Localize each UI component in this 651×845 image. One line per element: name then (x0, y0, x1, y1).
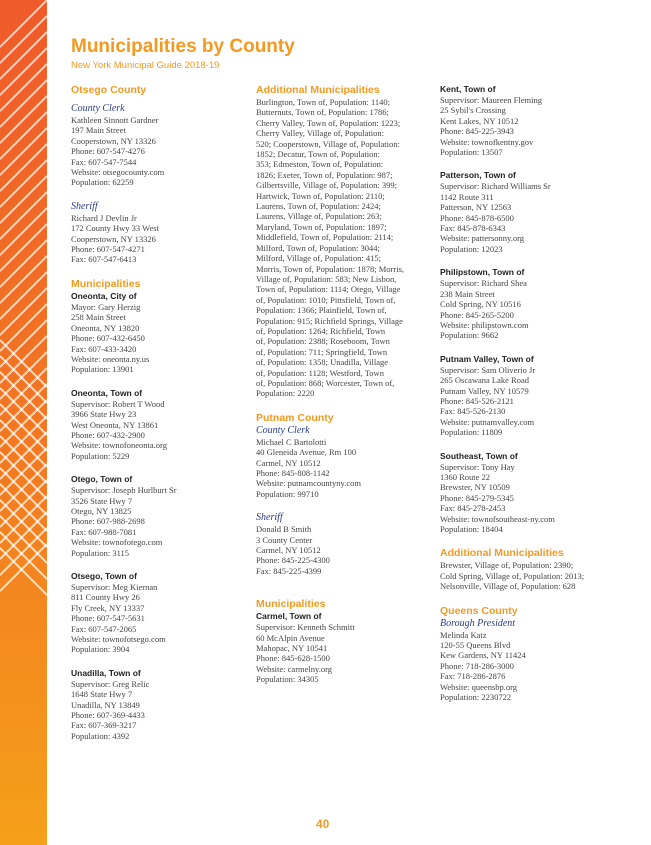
contact-line: Unadilla, NY 13849 (71, 699, 140, 710)
additional-municipalities-list: Brewster, Village of, Population: 2390; Cold Spring, Village of, Population: 2013; Nelsonville, Village of, Population: 628 (440, 560, 585, 592)
contact-line: Michael C Bartolotti (256, 436, 327, 447)
decorative-side-bar (0, 0, 47, 845)
town-name: Patterson, Town of (440, 170, 516, 181)
contact-line: Otego, NY 13825 (71, 505, 132, 516)
county-clerk-heading: County Clerk (256, 424, 310, 436)
contact-line: Donald B Smith (256, 524, 312, 535)
contact-line: Supervisor: Maureen Fleming (440, 95, 542, 105)
contact-line: Population: 13507 (440, 147, 503, 158)
town-name: Oneonta, Town of (71, 387, 143, 398)
contact-line: Population: 9662 (440, 330, 499, 341)
contact-line: Phone: 845-808-1142 (256, 468, 330, 478)
town-name: Carmel, Town of (256, 611, 322, 622)
contact-line: Phone: 607-547-4271 (71, 244, 145, 255)
contact-line: Supervisor: Richard Williams Sr (440, 181, 551, 192)
contact-line: Website: queensbp.org (440, 681, 518, 692)
contact-line: West Oneonta, NY 13861 (71, 419, 159, 430)
contact-line: Fax: 607-988-7081 (71, 526, 137, 537)
page-number: 40 (316, 817, 330, 831)
contact-line: Website: putnamvalley.com (440, 416, 535, 427)
contact-line: Mayor: Gary Herzig (71, 301, 141, 312)
contact-line: Phone: 845-265-5200 (440, 309, 514, 320)
sheriff-block (71, 213, 251, 265)
contact-line: Phone: 607-432-2900 (71, 429, 145, 440)
column-1 (71, 84, 251, 741)
contact-line: Website: pattersonny.org (440, 233, 525, 244)
sheriff-heading: Sheriff (71, 200, 98, 212)
contact-line: Kathleen Sinnott Gardner (71, 115, 159, 125)
contact-line: Phone: 607-369-4433 (71, 710, 145, 721)
contact-line: Website: carmelny.org (256, 663, 333, 674)
contact-line: Cooperstown, NY 13326 (71, 233, 156, 244)
county-clerk-heading: County Clerk (71, 103, 125, 114)
contact-line: Population: 5229 (71, 450, 130, 461)
column-2 (256, 84, 436, 685)
contact-line: Phone: 845-279-5345 (440, 492, 514, 503)
borough-president-heading: Borough President (440, 617, 516, 629)
contact-line: Population: 62259 (71, 177, 134, 188)
contact-line: Website: oneonta.ny.us (71, 353, 150, 364)
additional-municipalities-list: Burlington, Town of, Population: 1140; Butternuts, Town of, Population: 1786; Cherry Valley, Town of, Population: 1223; Cherry Valley, Village of, Population: 520; Cooperstown, Village of, Population: 1852; Decatur, Town of, Population: 353; Edmeston, Town of, Population: 1826; Exeter, Town of, Population: 987; Gilbertsville, Village of, Population: 399; Hartwick, Town of, Population: 2110; Laurens, Town of, Population: 2424; Laurens, Village of, Population: 263; Maryland, Town of, Population: 1897; Middlefield, Town of, Population: 2114; Milford, Town of, Population: 3044; Milford, Village of, Population: 415; Morris, Town of, Population: 1878; Morris, Village of, Population: 583; New Lisbon, Town of, Population: 1114; Otego, Village of, Population: 1010; Pittsfield, Town of, Population: 1366; Plainfield, Town of, Population: 915; Richfield Springs, Village of, Population: 1264; Richfield, Town of, Population: 2388; Roseboom, Town of, Population: 711; Springfield, Town of, Population: 1358; Unadilla, Village of, Population: 1128; Westford, Town of, Population: 868; Worcester, Town of, Population: 2220 (256, 97, 404, 399)
contact-line: 265 Oscawana Lake Road (440, 375, 529, 386)
contact-line: Melinda Katz (440, 629, 487, 640)
lattice-pattern (0, 0, 47, 845)
contact-line: Phone: 607-547-5631 (71, 613, 145, 624)
contact-line: 25 Sybil's Crossing (440, 105, 506, 116)
contact-line: Cooperstown, NY 13326 (71, 135, 156, 146)
contact-line: Brewster, NY 10509 (440, 482, 510, 493)
contact-line: Carmel, NY 10512 (256, 545, 321, 556)
contact-line: Population: 99710 (256, 488, 319, 499)
contact-line: Phone: 845-878-6500 (440, 212, 514, 223)
contact-line: Kent Lakes, NY 10512 (440, 115, 519, 126)
contact-line: Website: putnamcountyny.com (256, 478, 361, 489)
contact-line: Supervisor: Sam Oliverio Jr (440, 364, 536, 375)
county-heading: Putnam County (256, 411, 334, 424)
contact-line: 3526 State Hwy 7 (71, 495, 133, 506)
sheriff-heading: Sheriff (256, 512, 283, 524)
contact-line: Population: 3904 (71, 644, 130, 655)
contact-line: Supervisor: Kenneth Schmitt (256, 622, 355, 633)
contact-line: Phone: 607-432-6450 (71, 333, 145, 344)
contact-line: Phone: 845-628-1500 (256, 653, 330, 664)
contact-line: 1648 State Hwy 7 (71, 689, 133, 700)
contact-line: Fly Creek, NY 13337 (71, 602, 145, 613)
contact-line: 811 County Hwy 26 (71, 592, 140, 603)
contact-line: Website: townofoneonta.org (71, 440, 167, 451)
contact-line: Website: otsegocounty.com (71, 167, 165, 178)
contact-line: Fax: 845-278-2453 (440, 503, 506, 514)
contact-line: Population: 3115 (71, 547, 130, 558)
contact-line: Website: townofotego.com (71, 537, 163, 548)
contact-line: Population: 34305 (256, 674, 319, 685)
contact-line: Supervisor: Meg Kiernan (71, 582, 158, 592)
contact-line: Supervisor: Robert T Wood (71, 398, 165, 409)
additional-municipalities-heading: Additional Municipalities (440, 547, 564, 560)
contact-line: 238 Main Street (440, 288, 495, 299)
contact-line: Supervisor: Tony Hay (440, 461, 515, 472)
contact-line: Population: 2230722 (440, 692, 512, 703)
contact-line: Fax: 845-526-2130 (440, 406, 506, 417)
contact-line: Fax: 607-547-7544 (71, 156, 137, 167)
contact-line: Cold Spring, NY 10516 (440, 299, 521, 310)
contact-line: Supervisor: Richard Shea (440, 278, 527, 289)
contact-line: Population: 4392 (71, 730, 130, 741)
contact-line: Mahopac, NY 10541 (256, 643, 328, 654)
contact-line: Supervisor: Joseph Hurlburt Sr (71, 485, 177, 496)
town-name: Oneonta, City of (71, 290, 137, 301)
contact-line: Population: 18404 (440, 524, 503, 534)
contact-line: 3 County Center (256, 534, 313, 545)
contact-line: Website: townofkentny.gov (440, 136, 534, 147)
contact-line: 172 County Hwy 33 West (71, 223, 159, 234)
contact-line: Website: philipstown.com (440, 319, 529, 330)
contact-line: Phone: 845-526-2121 (440, 395, 514, 406)
page-subtitle: New York Municipal Guide 2018-19 (71, 60, 220, 71)
contact-line: Fax: 607-433-3420 (71, 343, 137, 354)
clerk-block (71, 115, 251, 188)
municipalities-heading: Municipalities (71, 277, 141, 290)
contact-line: Fax: 845-225-4399 (256, 565, 322, 576)
town-name: Unadilla, Town of (71, 667, 141, 678)
additional-municipalities-heading: Additional Municipalities (256, 84, 380, 96)
town-name: Southeast, Town of (440, 450, 518, 461)
contact-line: 60 McAlpin Avenue (256, 632, 325, 643)
contact-line: Website: townofotsego.com (71, 634, 166, 645)
contact-line: Carmel, NY 10512 (256, 457, 321, 468)
contact-line: Phone: 718-286-3000 (440, 660, 514, 671)
contact-line: Fax: 718-286-2876 (440, 671, 506, 682)
contact-line: 1142 Route 311 (440, 191, 494, 202)
contact-line: 40 Gleneida Avenue, Rm 100 (256, 447, 357, 458)
contact-line: Patterson, NY 12563 (440, 202, 512, 213)
page-title: Municipalities by County (71, 36, 295, 57)
contact-line: Population: 13901 (71, 364, 134, 375)
contact-line: Richard J Devlin Jr (71, 212, 137, 223)
town-name: Otsego, Town of (71, 571, 137, 581)
contact-line: Website: townofsoutheast-ny.com (440, 513, 555, 524)
contact-line: 120-55 Queens Blvd (440, 640, 511, 651)
town-name: Putnam Valley, Town of (440, 353, 534, 364)
contact-line: 1360 Route 22 (440, 471, 491, 482)
contact-line: Fax: 607-369-3217 (71, 720, 137, 731)
contact-line: Population: 12023 (440, 243, 503, 254)
county-heading: Otsego County (71, 84, 147, 96)
contact-line: Phone: 845-225-4300 (256, 555, 330, 566)
county-heading: Queens County (440, 604, 518, 617)
contact-line: Fax: 607-547-2065 (71, 623, 137, 634)
town-name: Kent, Town of (440, 84, 496, 94)
town-name: Philipstown, Town of (440, 267, 525, 278)
column-3 (440, 84, 640, 702)
contact-line: Fax: 607-547-6413 (71, 254, 137, 265)
contact-line: Phone: 607-547-4276 (71, 146, 145, 157)
contact-line: Supervisor: Greg Relic (71, 678, 150, 689)
contact-line: Phone: 607-988-2698 (71, 516, 145, 527)
contact-line: Population: 11809 (440, 427, 503, 438)
contact-line: 197 Main Street (71, 125, 126, 136)
contact-line: Phone: 845-225-3943 (440, 126, 514, 137)
contact-line: 3966 State Hwy 23 (71, 409, 137, 420)
municipalities-heading: Municipalities (256, 598, 326, 611)
contact-line: Putnam Valley, NY 10579 (440, 385, 529, 396)
town-name: Otego, Town of (71, 474, 133, 485)
contact-line: 258 Main Street (71, 312, 126, 323)
contact-line: Kew Gardens, NY 11424 (440, 650, 526, 661)
contact-line: Fax: 845-878-6343 (440, 223, 506, 234)
contact-line: Oneonta, NY 13820 (71, 322, 140, 333)
